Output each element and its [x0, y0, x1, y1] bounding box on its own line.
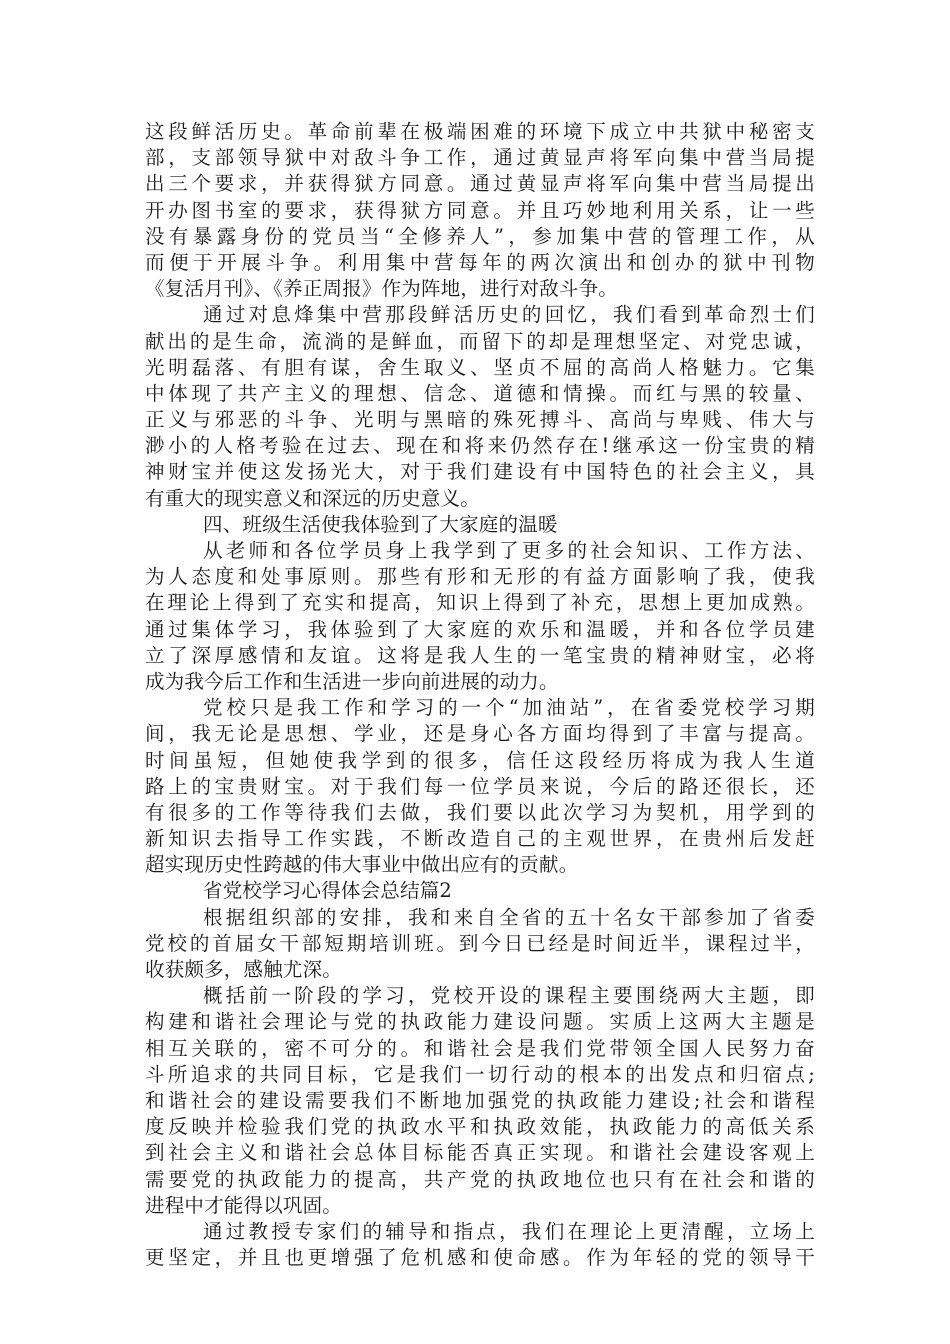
text-line: 立了深厚感情和友谊。这将是我人生的一笔宝贵的精神财宝，必将 [145, 643, 815, 667]
text-line: 没有暴露身份的党员当“全修养人”，参加集中营的管理工作，从 [145, 224, 815, 248]
text-line: 需要党的执政能力的提高，共产党的执政地位也只有在社会和谐的 [145, 1167, 815, 1191]
text-line: 时间虽短，但她使我学到的很多，信任这段经历将成为我人生道 [145, 748, 815, 772]
text-line: 这段鲜活历史。革命前辈在极端困难的环境下成立中共狱中秘密支 [145, 120, 815, 143]
text-line: 通过集体学习，我体验到了大家庭的欢乐和温暖，并和各位学员建 [145, 617, 815, 641]
text-line: 从老师和各位学员身上我学到了更多的社会知识、工作方法、 [203, 539, 815, 562]
text-line: 进程中才能得以巩固。 [145, 1193, 343, 1217]
text-line: 开办图书室的要求，获得狱方同意。并且巧妙地利用关系，让一些 [145, 198, 815, 222]
text-line: 有很多的工作等待我们去做，我们要以此次学习为契机，用学到的 [145, 800, 815, 824]
text-line: 《复活月刊》、《养正周报》作为阵地，进行对敌斗争。 [145, 277, 619, 301]
text-line: 路上的宝贵财宝。对于我们每一位学员来说，今后的路还很长，还 [145, 774, 815, 798]
text-line: 正义与邪恶的斗争、光明与黑暗的殊死搏斗、高尚与卑贱、伟大与 [145, 408, 815, 432]
text-line: 而便于开展斗争。利用集中营每年的两次演出和创办的狱中刊物 [145, 250, 815, 274]
text-line: 和谐社会的建设需要我们不断地加强党的执政能力建设;社会和谐程 [145, 1088, 815, 1112]
text-line: 通过教授专家们的辅导和指点，我们在理论上更清醒，立场上 [203, 1219, 815, 1243]
text-line: 根据组织部的安排，我和来自全省的五十名女干部参加了省委 [203, 905, 815, 929]
document-body [145, 119, 815, 1271]
text-line: 为人态度和处事原则。那些有形和无形的有益方面影响了我，使我 [145, 565, 815, 589]
text-line: 成为我今后工作和生活进一步向前进展的动力。 [145, 669, 559, 693]
text-line: 部，支部领导狱中对敌斗争工作，通过黄显声将军向集中营当局提 [145, 146, 815, 170]
text-line: 出三个要求，并获得狱方同意。通过黄显声将军向集中营当局提出 [145, 172, 815, 196]
text-line: 四、班级生活使我体验到了大家庭的温暖 [203, 512, 558, 536]
text-line: 到社会主义和谐社会总体目标能否真正实现。和谐社会建设客观上 [145, 1141, 815, 1165]
text-line: 通过对息烽集中营那段鲜活历史的回忆，我们看到革命烈士们 [203, 303, 815, 327]
text-line: 更坚定，并且也更增强了危机感和使命感。作为年轻的党的领导干 [145, 1246, 815, 1270]
text-line: 有重大的现实意义和深远的历史意义。 [145, 486, 480, 510]
text-line: 超实现历史性跨越的伟大事业中做出应有的贡献。 [145, 853, 579, 877]
text-line: 神财宝并使这发扬光大，对于我们建设有中国特色的社会主义，具 [145, 460, 815, 484]
text-line: 省党校学习心得体会总结篇2 [203, 879, 453, 903]
text-line: 在理论上得到了充实和提高，知识上得到了补充，思想上更加成熟。 [145, 591, 815, 615]
text-line: 度反映并检验我们党的执政水平和执政效能，执政能力的高低关系 [145, 1115, 815, 1139]
text-line: 新知识去指导工作实践，不断改造自己的主观世界，在贵州后发赶 [145, 827, 815, 851]
text-line: 光明磊落、有胆有谋，舍生取义、坚贞不屈的高尚人格魅力。它集 [145, 355, 815, 379]
text-line: 概括前一阶段的学习，党校开设的课程主要围绕两大主题，即 [203, 984, 815, 1008]
text-line: 间，我无论是思想、学业，还是身心各方面均得到了丰富与提高。 [145, 722, 815, 746]
text-line: 斗所追求的共同目标，它是我们一切行动的根本的出发点和归宿点; [145, 1062, 815, 1086]
text-line: 渺小的人格考验在过去、现在和将来仍然存在!继承这一份宝贵的精 [145, 434, 815, 458]
text-line: 党校只是我工作和学习的一个“加油站”，在省委党校学习期 [203, 696, 815, 720]
text-line: 中体现了共产主义的理想、信念、道德和情操。而红与黑的较量、 [145, 381, 815, 405]
text-line: 党校的首届女干部短期培训班。到今日已经是时间近半，课程过半， [145, 931, 815, 955]
text-line: 构建和谐社会理论与党的执政能力建设问题。实质上这两大主题是 [145, 1010, 815, 1034]
text-line: 相互关联的，密不可分的。和谐社会是我们党带领全国人民努力奋 [145, 1036, 815, 1060]
text-line: 收获颇多，感触尤深。 [145, 958, 343, 981]
text-line: 献出的是生命，流淌的是鲜血，而留下的却是理想坚定、对党忠诚， [145, 329, 815, 353]
